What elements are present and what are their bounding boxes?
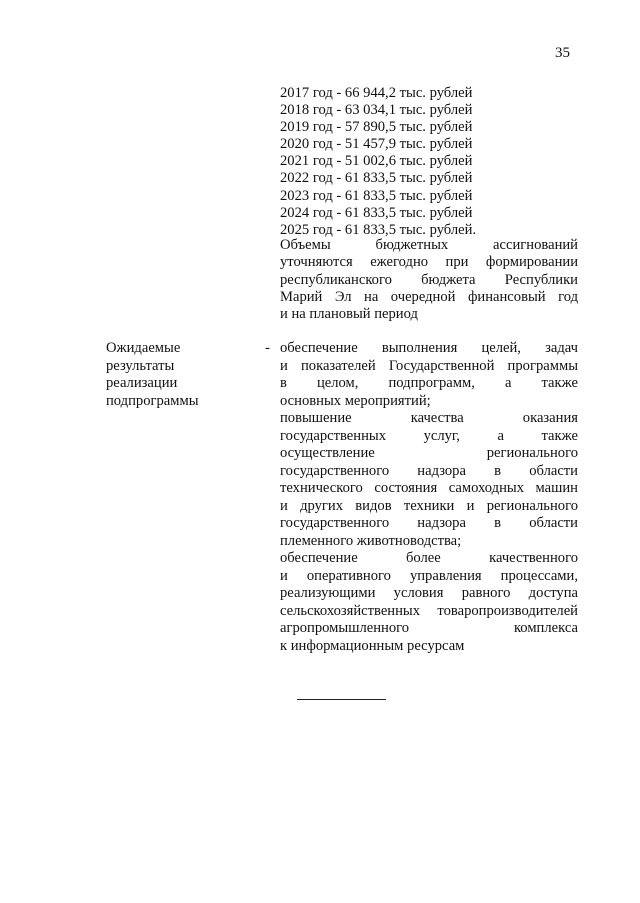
results-line: племенного животноводства; [280, 532, 462, 549]
funding-year-line: 2021 год - 51 002,6 тыс. рублей [280, 153, 473, 170]
funding-year-line: 2024 год - 61 833,5 тыс. рублей [280, 204, 473, 221]
results-dash: - [265, 340, 270, 356]
results-line: в целом, подпрограмм, а также [280, 375, 578, 391]
results-line: реализующими условия равного доступа [280, 585, 578, 601]
budget-note-line: Объемы бюджетных ассигнований [280, 237, 578, 253]
expected-results-text [280, 340, 578, 655]
funding-year-line: 2018 год - 63 034,1 тыс. рублей [280, 102, 473, 119]
budget-note-line: уточняются ежегодно при формировании [280, 254, 578, 271]
results-line: основных мероприятий; [280, 392, 431, 409]
page-number: 35 [555, 45, 570, 61]
results-line: технического состояния самоходных машин [280, 480, 578, 496]
funding-year-line: 2017 год - 66 944,2 тыс. рублей [280, 85, 473, 101]
results-line: осуществление регионального [280, 445, 578, 461]
budget-note [280, 237, 578, 323]
results-line: государственного надзора в области [280, 515, 578, 531]
results-line: и других видов техники и регионального [280, 497, 578, 514]
funding-year-line: 2020 год - 51 457,9 тыс. рублей [280, 136, 473, 153]
label-line: подпрограммы [106, 392, 199, 409]
funding-year-line: 2025 год - 61 833,5 тыс. рублей. [280, 221, 477, 238]
funding-year-line: 2019 год - 57 890,5 тыс. рублей [280, 119, 473, 136]
funding-year-line: 2022 год - 61 833,5 тыс. рублей [280, 170, 473, 187]
budget-note-line: Марий Эл на очередной финансовый год [280, 288, 578, 305]
label-line: Ожидаемые [106, 340, 181, 356]
results-line: агропромышленного комплекса [280, 620, 578, 636]
results-line: обеспечение выполнения целей, задач [280, 340, 578, 356]
results-line: обеспечение более качественного [280, 550, 578, 566]
label-line: результаты [106, 357, 175, 374]
end-separator-line [297, 699, 386, 700]
results-line: государственных услуг, а также [280, 427, 578, 444]
results-line: государственного надзора в области [280, 462, 578, 479]
results-line: повышение качества оказания [280, 410, 578, 426]
expected-results-label [106, 340, 236, 410]
funding-year-line: 2023 год - 61 833,5 тыс. рублей [280, 187, 473, 204]
funding-by-year-list [280, 85, 580, 239]
label-line: реализации [106, 375, 178, 391]
budget-note-line: и на плановый период [280, 306, 418, 323]
results-line: сельскохозяйственных товаропроизводителей [280, 602, 578, 619]
results-line: к информационным ресурсам [280, 637, 465, 654]
results-line: и показателей Государственной программы [280, 357, 578, 374]
budget-note-line: республиканского бюджета Республики [280, 271, 578, 288]
results-line: и оперативного управления процессами, [280, 567, 578, 584]
